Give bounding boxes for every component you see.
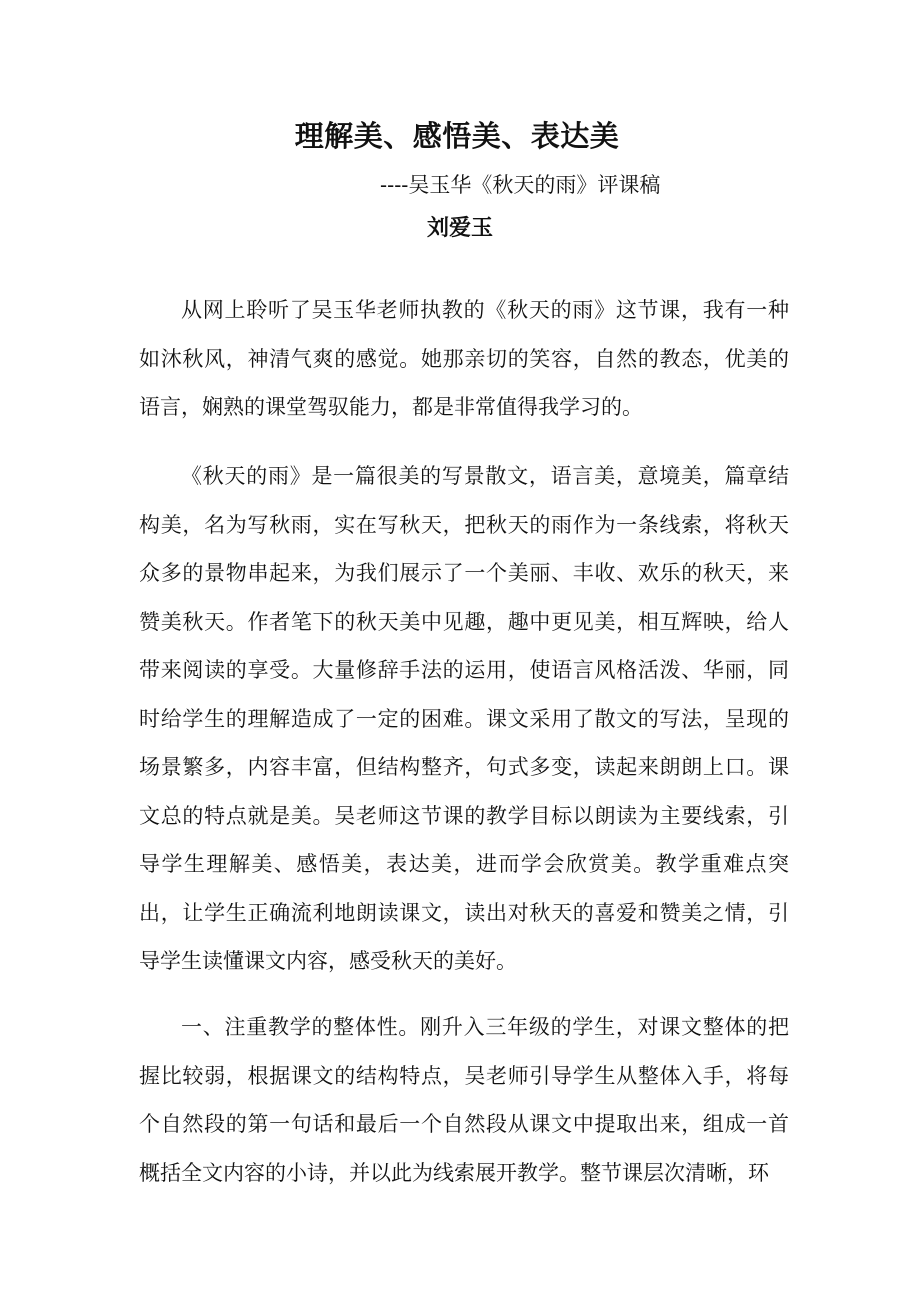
paragraph-intro: 从网上聆听了吴玉华老师执教的《秋天的雨》这节课，我有一种如沐秋风，神清气爽的感觉。她那亲切的笑容，自然的教态，优美的语言，娴熟的课堂驾驭能力，都是非常值得我学习的。 xyxy=(139,298,789,419)
document-author: 刘爱玉 xyxy=(426,216,493,241)
paragraph-analysis: 《秋天的雨》是一篇很美的写景散文，语言美，意境美，篇章结构美，名为写秋雨，实在写秋天，把秋天的雨作为一条线索，将秋天众多的景物串起来，为我们展示了一个美丽、丰收、欢乐的秋天，来赞美秋天。作者笔下的秋天美中见趣，趣中更见美，相互辉映，给人带来阅读的享受。大量修辞手法的运用，使语言风格活泼、华丽，同时给学生的理解造成了一定的困难。课文采用了散文的写法，呈现的场景繁多，内容丰富，但结构整齐，句式多变，读起来朗朗上口。课文总的特点就是美。吴老师这节课的教学目标以朗读为主要线索，引导学生理解美、感悟美，表达美，进而学会欣赏美。教学重难点突出，让学生正确流利地朗读课文，读出对秋天的喜爱和赞美之情，引导学生读懂课文内容，感受秋天的美好。 xyxy=(139,464,789,973)
document-subtitle: ----吴玉华《秋天的雨》评课稿 xyxy=(380,173,661,197)
paragraph-point-one: 一、注重教学的整体性。刚升入三年级的学生，对课文整体的把握比较弱，根据课文的结构特点，吴老师引导学生从整体入手，将每个自然段的第一句话和最后一个自然段从课文中提取出来，组成一首概括全文内容的小诗，并以此为线索展开教学。整节课层次清晰，环 xyxy=(139,1015,789,1185)
document-title: 理解美、感悟美、表达美 xyxy=(294,119,620,153)
